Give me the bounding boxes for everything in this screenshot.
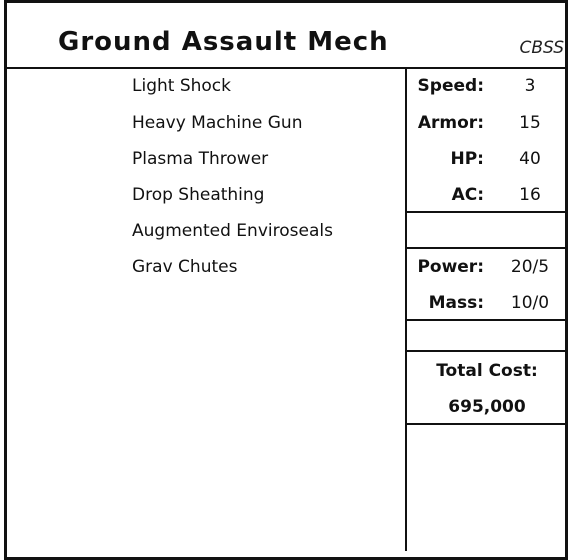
stat-row-hp — [406, 147, 568, 171]
resources-bottom-divider — [406, 319, 568, 321]
mech-title: Ground Assault Mech — [58, 27, 389, 57]
stat-row-power — [406, 255, 568, 279]
stat-row-mass — [406, 291, 568, 315]
stat-label: Speed: — [417, 76, 484, 96]
stat-label: HP: — [450, 149, 484, 169]
stat-value: 3 — [524, 76, 536, 96]
header-divider — [4, 67, 568, 69]
stat-label: Power: — [417, 257, 484, 277]
stat-label: AC: — [451, 185, 484, 205]
component-value: Drop Sheathing — [132, 185, 265, 205]
stat-label: Mass: — [428, 293, 484, 313]
cost-top-divider — [406, 350, 568, 352]
stat-value: 16 — [519, 185, 541, 205]
component-value: Grav Chutes — [132, 257, 238, 277]
component-value: Plasma Thrower — [132, 149, 269, 169]
component-value: Heavy Machine Gun — [132, 113, 303, 133]
total-cost-value: 695,000 — [448, 397, 526, 417]
component-value: Augmented Enviroseals — [132, 221, 333, 241]
stats-divider — [406, 211, 568, 213]
stat-value: 20/5 — [510, 257, 550, 277]
stat-row-ac — [406, 183, 568, 207]
stat-value: 15 — [519, 113, 541, 133]
stat-value: 10/0 — [510, 293, 550, 313]
resources-top-divider — [406, 247, 568, 249]
total-cost-label: Total Cost: — [436, 361, 538, 381]
stat-row-speed — [406, 74, 568, 98]
stat-value: 40 — [519, 149, 541, 169]
stat-row-armor — [406, 111, 568, 135]
stat-label: Armor: — [417, 113, 484, 133]
source-tag: CBSS — [519, 38, 564, 58]
cost-bottom-divider — [406, 423, 568, 425]
component-value: Light Shock — [132, 76, 231, 96]
